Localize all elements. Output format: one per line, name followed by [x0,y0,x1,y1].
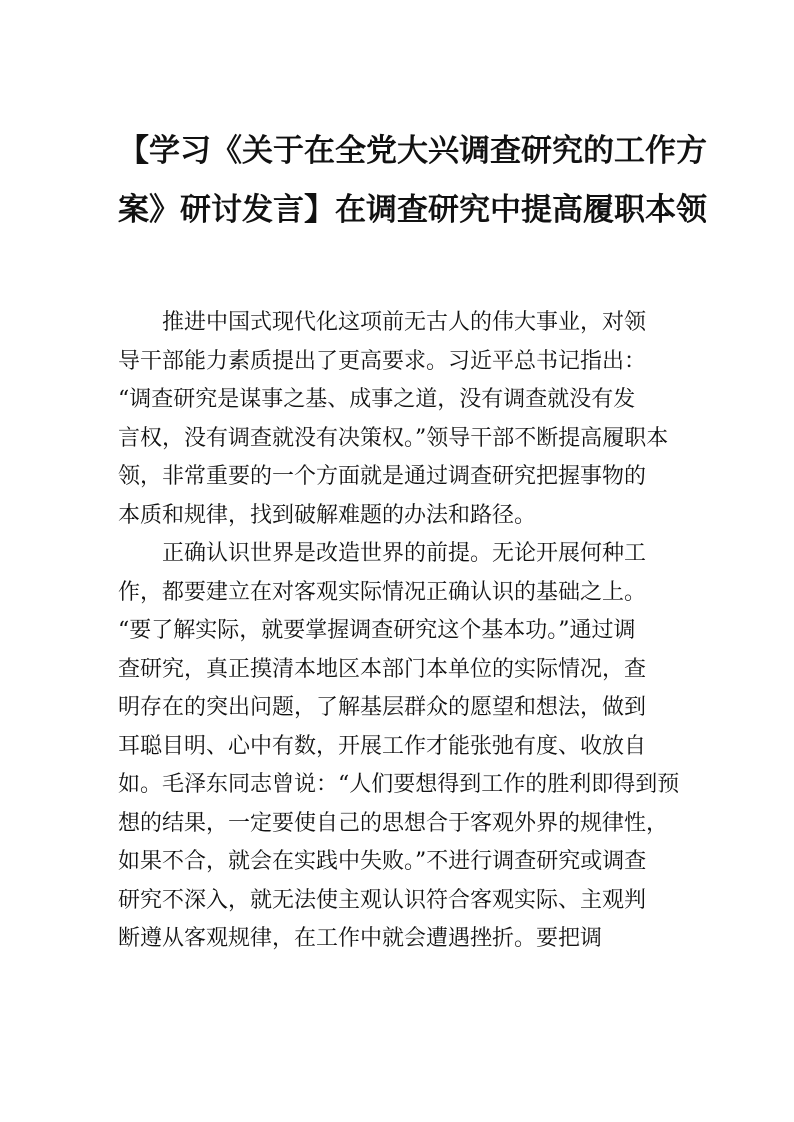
paragraph-line: 作，都要建立在对客观实际情况正确认识的基础之上。 [118,579,647,605]
paragraph-line: 如果不合，就会在实践中失败。”不进行调查研究或调查 [118,849,647,874]
paragraph-2 [118,535,688,959]
paragraph-line: 正确认识世界是改造世界的前提。无论开展何种工 [162,541,647,566]
paragraph-line: 耳聪目明、心中有数，开展工作才能张弛有度、收放自 [118,733,647,759]
paragraph-line: 推进中国式现代化这项前无古人的伟大事业，对领 [162,310,647,335]
document-body [118,304,688,959]
paragraph-line: 想的结果，一定要使自己的思想合于客观外界的规律性， [118,810,669,836]
paragraph-line: 本质和规律，找到破解难题的办法和路径。 [118,502,537,528]
paragraph-line: 领，非常重要的一个方面就是通过调查研究把握事物的 [118,464,647,489]
paragraph-line: 导干部能力素质提出了更高要求。习近平总书记指出： [118,348,647,374]
paragraph-line: 研究不深入，就无法使主观认识符合客观实际、主观判 [118,887,647,913]
paragraph-line: 如。毛泽东同志曾说：“人们要想得到工作的胜利即得到预 [118,772,680,797]
paragraph-line: 明存在的突出问题，了解基层群众的愿望和想法，做到 [118,695,647,720]
paragraph-1 [118,304,688,535]
document-title [118,122,707,240]
title-line-2: 案》研讨发言】在调查研究中提高履职本领 [118,192,707,228]
paragraph-line: 断遵从客观规律，在工作中就会遭遇挫折。要把调 [118,926,603,951]
paragraph-line: “要了解实际，就要掌握调查研究这个基本功。”通过调 [118,618,636,643]
paragraph-line: 查研究，真正摸清本地区本部门本单位的实际情况，查 [118,656,647,682]
title-line-1: 【学习《关于在全党大兴调查研究的工作方 [118,133,707,169]
paragraph-line: “调查研究是谋事之基、成事之道，没有调查就没有发 [118,387,636,412]
paragraph-line: 言权，没有调查就没有决策权。”领导干部不断提高履职本 [118,425,669,451]
